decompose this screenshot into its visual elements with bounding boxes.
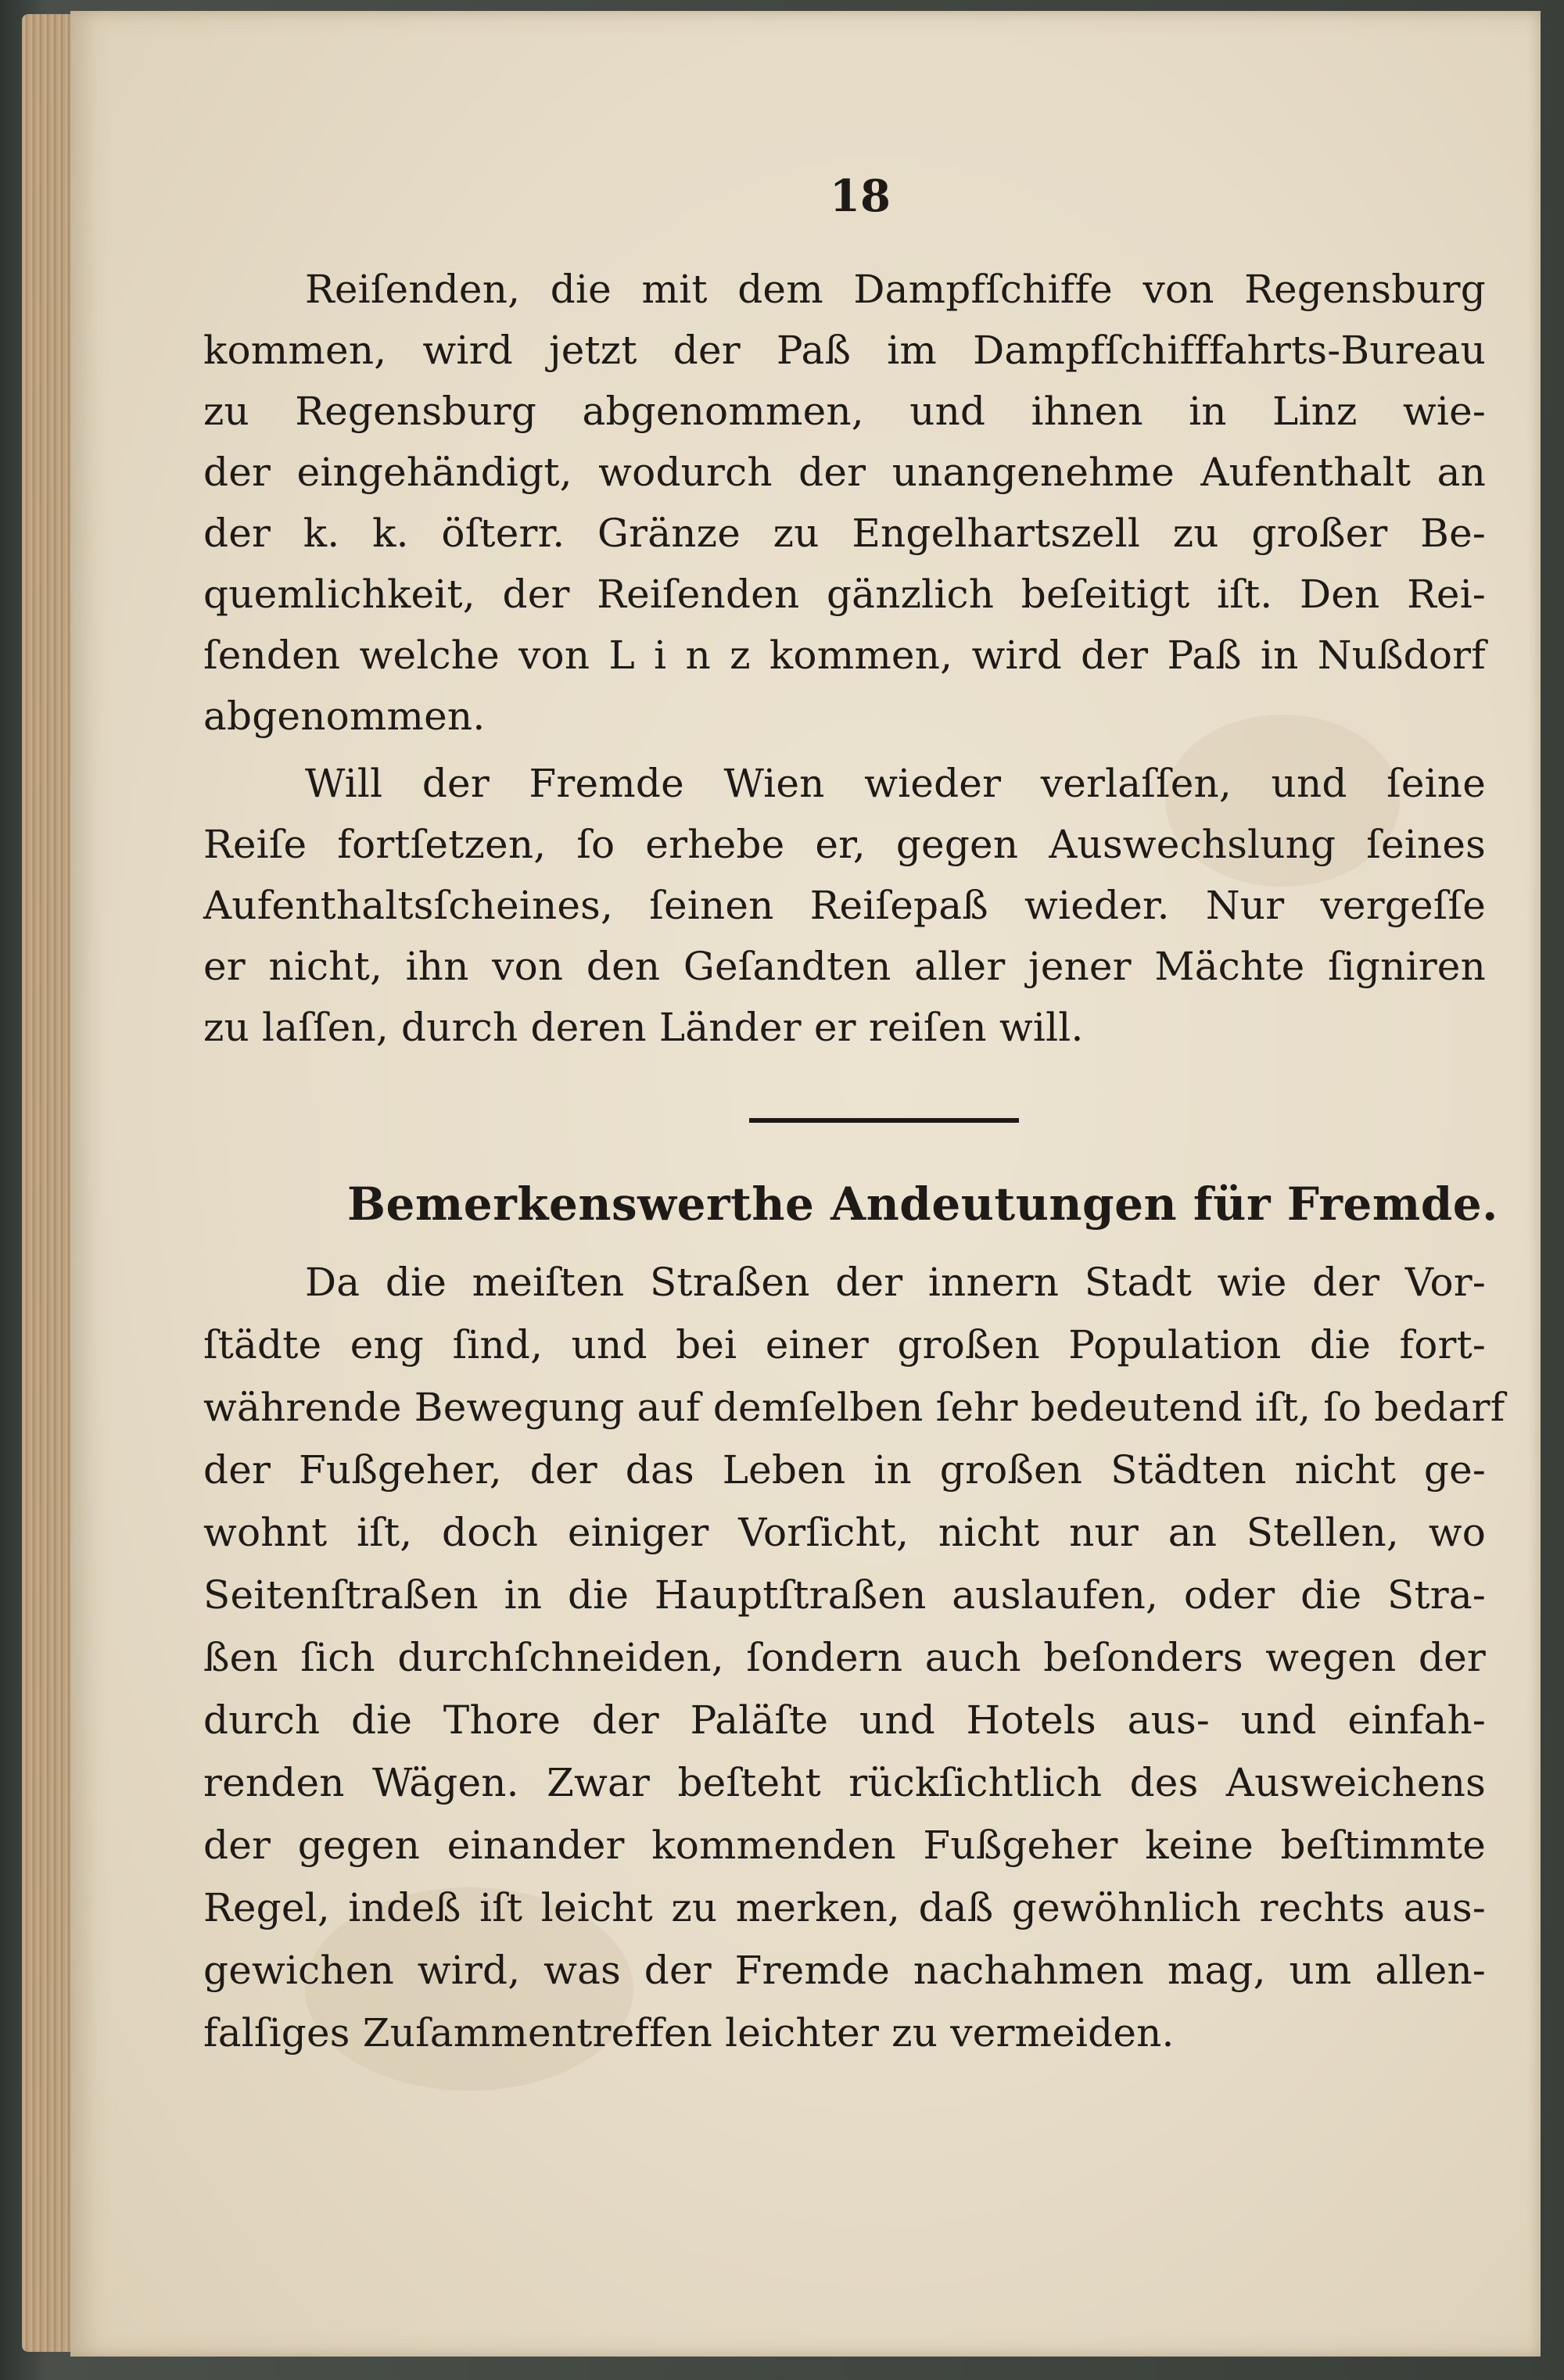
text-line: der gegen einander kommenden Fußgeher keine beſtimmte bbox=[203, 1823, 1486, 1868]
text-line: kommen, wird jetzt der Paß im Dampfſchifffahrts-Bureau bbox=[203, 328, 1486, 373]
section-heading-text: Bemerkenswerthe Andeutungen für Fremde. bbox=[347, 1177, 1498, 1231]
text-line: ßen ſich durchſchneiden, ſondern auch beſonders wegen der bbox=[203, 1635, 1486, 1680]
text-line: zu laſſen, durch deren Länder er reiſen will. bbox=[203, 1005, 1084, 1050]
text-line: der Fußgeher, der das Leben in großen Städten nicht ge- bbox=[203, 1447, 1486, 1493]
text-line: Reiſenden, die mit dem Dampfſchiffe von Regensburg bbox=[305, 267, 1486, 312]
text-line: Reiſe fortſetzen, ſo erhebe er, gegen Auswechslung ſeines bbox=[203, 822, 1486, 867]
text-line: durch die Thore der Paläſte und Hotels aus- und einfah- bbox=[203, 1697, 1486, 1743]
text-line: der eingehändigt, wodurch der unangenehme Aufenthalt an bbox=[203, 450, 1486, 495]
text-line: gewichen wird, was der Fremde nachahmen mag, um allen- bbox=[203, 1948, 1486, 1993]
text-line: ſenden welche von L i n z kommen, wird der Paß in Nußdorf bbox=[203, 633, 1486, 678]
text-line: wohnt iſt, doch einiger Vorſicht, nicht nur an Stellen, wo bbox=[203, 1510, 1486, 1555]
text-line: ſtädte eng ſind, und bei einer großen Population die fort- bbox=[203, 1322, 1486, 1367]
text-line: zu Regensburg abgenommen, und ihnen in Linz wie- bbox=[203, 389, 1486, 434]
page-number: 18 bbox=[830, 170, 891, 222]
text-line: währende Bewegung auf demſelben ſehr bedeutend iſt, ſo bedarf bbox=[203, 1385, 1505, 1430]
text-line: Aufenthaltsſcheines, ſeinen Reiſepaß wieder. Nur vergeſſe bbox=[203, 883, 1486, 928]
text-line: Regel, indeß iſt leicht zu merken, daß gewöhnlich rechts aus- bbox=[203, 1885, 1486, 1930]
section-rule bbox=[749, 1118, 1019, 1123]
text-line: Will der Fremde Wien wieder verlaſſen, und ſeine bbox=[305, 761, 1486, 806]
text-line: Seitenſtraßen in die Hauptſtraßen auslaufen, oder die Stra- bbox=[203, 1572, 1486, 1618]
text-line: er nicht, ihn von den Geſandten aller jener Mächte ſigniren bbox=[203, 944, 1486, 989]
text-line: quemlichkeit, der Reiſenden gänzlich beſeitigt iſt. Den Rei- bbox=[203, 572, 1486, 617]
text-line: abgenommen. bbox=[203, 694, 486, 739]
text-line: der k. k. öſterr. Gränze zu Engelhartszell zu großer Be- bbox=[203, 511, 1486, 556]
text-line: Da die meiſten Straßen der innern Stadt wie der Vor- bbox=[305, 1260, 1486, 1305]
text-line: falſiges Zuſammentreffen leichter zu vermeiden. bbox=[203, 2010, 1175, 2056]
text-line: renden Wägen. Zwar beſteht rückſichtlich des Ausweichens bbox=[203, 1760, 1486, 1805]
